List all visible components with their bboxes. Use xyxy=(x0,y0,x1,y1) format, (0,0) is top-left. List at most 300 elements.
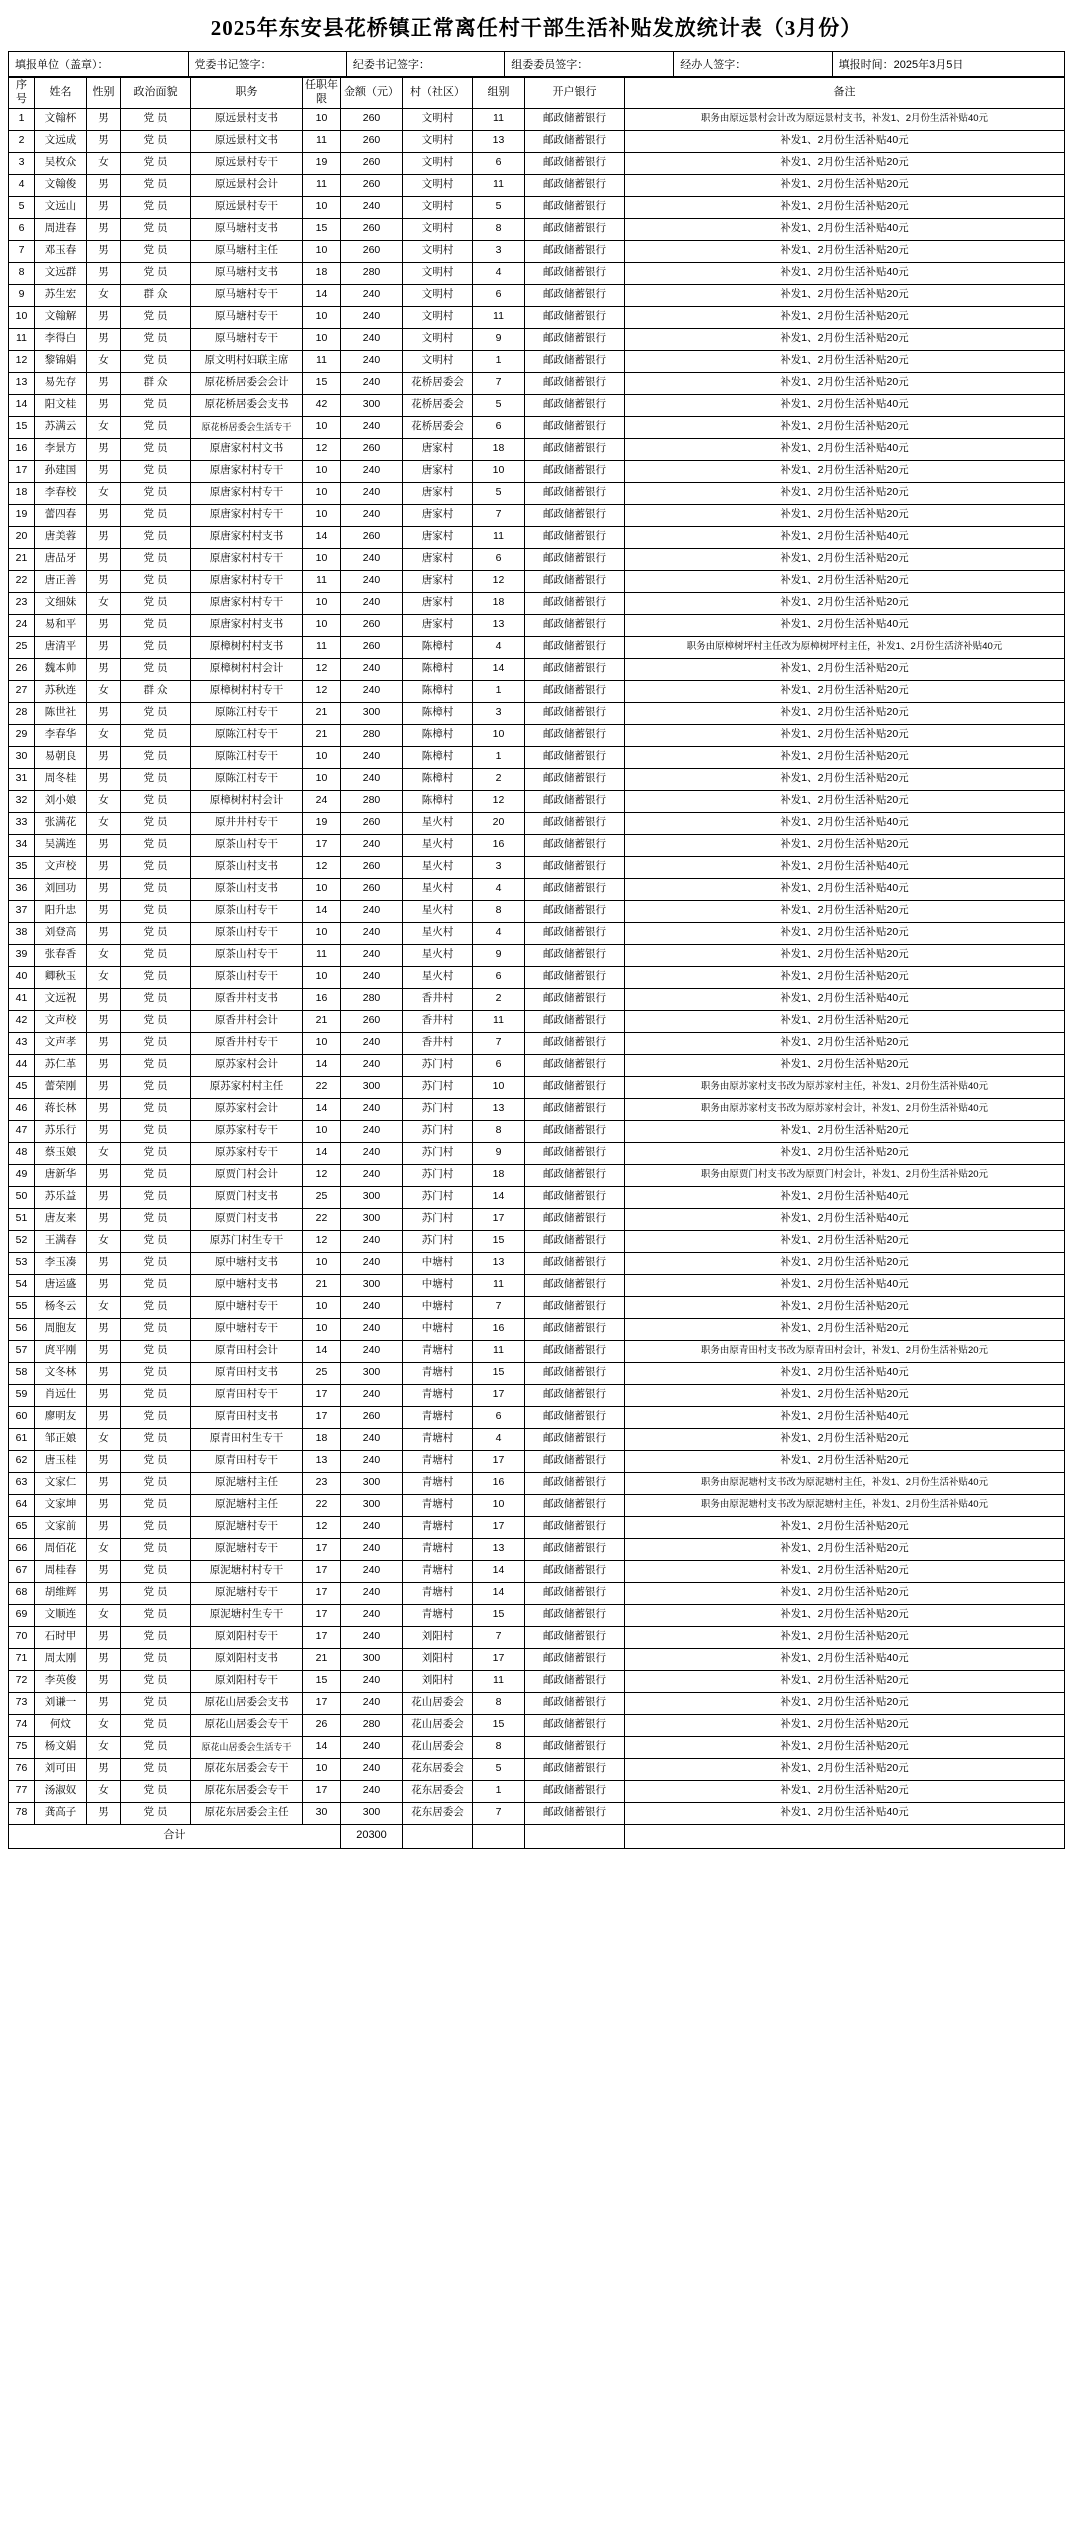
cell-village: 星火村 xyxy=(403,834,473,856)
cell-political-status: 党 员 xyxy=(121,504,191,526)
cell-bank: 邮政储蓄银行 xyxy=(525,1274,625,1296)
cell-years: 21 xyxy=(303,1648,341,1670)
cell-sex: 男 xyxy=(87,1318,121,1340)
page-title: 2025年东安县花桥镇正常离任村干部生活补贴发放统计表（3月份） xyxy=(210,16,863,40)
table-row xyxy=(9,306,1065,328)
cell-bank: 邮政储蓄银行 xyxy=(525,1142,625,1164)
cell-village: 刘阳村 xyxy=(403,1626,473,1648)
cell-seq: 72 xyxy=(9,1670,35,1692)
cell-bank: 邮政储蓄银行 xyxy=(525,1538,625,1560)
cell-group: 13 xyxy=(473,1098,525,1120)
cell-name: 文远山 xyxy=(35,196,87,218)
table-row xyxy=(9,614,1065,636)
cell-seq: 63 xyxy=(9,1472,35,1494)
cell-sex: 男 xyxy=(87,504,121,526)
cell-years: 16 xyxy=(303,988,341,1010)
cell-seq: 7 xyxy=(9,240,35,262)
cell-name: 文远成 xyxy=(35,130,87,152)
meta-cell-party-secretary: 党委书记签字： xyxy=(188,52,346,77)
cell-village: 陈樟村 xyxy=(403,636,473,658)
cell-post: 原唐家村村专干 xyxy=(191,548,303,570)
table-row xyxy=(9,108,1065,130)
cell-village: 青塘村 xyxy=(403,1362,473,1384)
cell-name: 唐友来 xyxy=(35,1208,87,1230)
cell-years: 14 xyxy=(303,1098,341,1120)
cell-seq: 15 xyxy=(9,416,35,438)
column-header-years: 任职年限 xyxy=(303,78,341,109)
cell-bank: 邮政储蓄银行 xyxy=(525,1648,625,1670)
cell-years: 21 xyxy=(303,1010,341,1032)
cell-political-status: 群 众 xyxy=(121,284,191,306)
cell-bank: 邮政储蓄银行 xyxy=(525,416,625,438)
cell-post: 原井井村专干 xyxy=(191,812,303,834)
cell-seq: 9 xyxy=(9,284,35,306)
table-row xyxy=(9,1472,1065,1494)
cell-post: 原青田村生专干 xyxy=(191,1428,303,1450)
cell-group: 18 xyxy=(473,592,525,614)
cell-sex: 男 xyxy=(87,1494,121,1516)
table-row xyxy=(9,504,1065,526)
column-header-name: 姓名 xyxy=(35,78,87,109)
cell-remark: 补发1、2月份生活补贴20元 xyxy=(625,284,1065,306)
cell-name: 唐清平 xyxy=(35,636,87,658)
cell-sex: 男 xyxy=(87,1362,121,1384)
cell-remark: 补发1、2月份生活补贴40元 xyxy=(625,1648,1065,1670)
cell-group: 11 xyxy=(473,1670,525,1692)
cell-remark: 补发1、2月份生活补贴20元 xyxy=(625,1384,1065,1406)
cell-political-status: 党 员 xyxy=(121,1186,191,1208)
cell-sex: 男 xyxy=(87,1032,121,1054)
cell-sex: 男 xyxy=(87,1670,121,1692)
cell-seq: 53 xyxy=(9,1252,35,1274)
cell-sex: 女 xyxy=(87,966,121,988)
cell-seq: 28 xyxy=(9,702,35,724)
cell-seq: 68 xyxy=(9,1582,35,1604)
cell-sex: 男 xyxy=(87,878,121,900)
table-row xyxy=(9,1692,1065,1714)
cell-remark: 补发1、2月份生活补贴20元 xyxy=(625,1692,1065,1714)
cell-political-status: 党 员 xyxy=(121,1340,191,1362)
cell-political-status: 党 员 xyxy=(121,1406,191,1428)
cell-group: 1 xyxy=(473,350,525,372)
total-blank-village xyxy=(403,1824,473,1848)
cell-village: 青塘村 xyxy=(403,1538,473,1560)
cell-village: 刘阳村 xyxy=(403,1670,473,1692)
cell-village: 香井村 xyxy=(403,1032,473,1054)
cell-village: 中塘村 xyxy=(403,1318,473,1340)
cell-years: 12 xyxy=(303,1164,341,1186)
cell-years: 19 xyxy=(303,152,341,174)
cell-post: 原花山居委会专干 xyxy=(191,1714,303,1736)
table-row xyxy=(9,812,1065,834)
table-row xyxy=(9,1186,1065,1208)
cell-years: 11 xyxy=(303,174,341,196)
cell-years: 17 xyxy=(303,1538,341,1560)
cell-political-status: 党 员 xyxy=(121,900,191,922)
cell-group: 2 xyxy=(473,988,525,1010)
cell-sex: 男 xyxy=(87,658,121,680)
cell-amount: 280 xyxy=(341,988,403,1010)
cell-sex: 女 xyxy=(87,1780,121,1802)
cell-amount: 260 xyxy=(341,526,403,548)
cell-sex: 男 xyxy=(87,196,121,218)
cell-village: 文明村 xyxy=(403,262,473,284)
cell-political-status: 党 员 xyxy=(121,1604,191,1626)
cell-amount: 300 xyxy=(341,1648,403,1670)
cell-bank: 邮政储蓄银行 xyxy=(525,922,625,944)
cell-bank: 邮政储蓄银行 xyxy=(525,1450,625,1472)
cell-amount: 240 xyxy=(341,460,403,482)
cell-seq: 19 xyxy=(9,504,35,526)
cell-sex: 女 xyxy=(87,350,121,372)
cell-village: 陈樟村 xyxy=(403,768,473,790)
cell-group: 17 xyxy=(473,1516,525,1538)
cell-seq: 56 xyxy=(9,1318,35,1340)
cell-name: 文家坤 xyxy=(35,1494,87,1516)
cell-amount: 240 xyxy=(341,1164,403,1186)
cell-bank: 邮政储蓄银行 xyxy=(525,482,625,504)
table-row xyxy=(9,372,1065,394)
cell-remark: 补发1、2月份生活补贴20元 xyxy=(625,196,1065,218)
cell-sex: 女 xyxy=(87,592,121,614)
cell-remark: 补发1、2月份生活补贴20元 xyxy=(625,966,1065,988)
cell-post: 原苏家村专干 xyxy=(191,1142,303,1164)
cell-bank: 邮政储蓄银行 xyxy=(525,240,625,262)
cell-political-status: 党 员 xyxy=(121,570,191,592)
cell-village: 花山居委会 xyxy=(403,1736,473,1758)
cell-amount: 240 xyxy=(341,1054,403,1076)
cell-amount: 240 xyxy=(341,1032,403,1054)
cell-years: 17 xyxy=(303,834,341,856)
cell-years: 22 xyxy=(303,1208,341,1230)
cell-name: 何炆 xyxy=(35,1714,87,1736)
cell-political-status: 党 员 xyxy=(121,460,191,482)
cell-amount: 240 xyxy=(341,1384,403,1406)
cell-years: 10 xyxy=(303,416,341,438)
cell-group: 4 xyxy=(473,262,525,284)
cell-remark: 补发1、2月份生活补贴40元 xyxy=(625,614,1065,636)
cell-post: 原苏家村专干 xyxy=(191,1120,303,1142)
total-blank-bank xyxy=(525,1824,625,1848)
cell-seq: 50 xyxy=(9,1186,35,1208)
cell-name: 张春香 xyxy=(35,944,87,966)
cell-remark: 补发1、2月份生活补贴20元 xyxy=(625,1758,1065,1780)
cell-amount: 240 xyxy=(341,504,403,526)
cell-group: 1 xyxy=(473,746,525,768)
table-row xyxy=(9,1010,1065,1032)
cell-seq: 59 xyxy=(9,1384,35,1406)
cell-bank: 邮政储蓄银行 xyxy=(525,218,625,240)
cell-bank: 邮政储蓄银行 xyxy=(525,966,625,988)
cell-amount: 280 xyxy=(341,724,403,746)
cell-seq: 3 xyxy=(9,152,35,174)
cell-amount: 260 xyxy=(341,438,403,460)
cell-years: 10 xyxy=(303,306,341,328)
cell-village: 陈樟村 xyxy=(403,746,473,768)
cell-seq: 46 xyxy=(9,1098,35,1120)
cell-remark: 职务由原苏家村支书改为原苏家村会计，补发1、2月份生活补贴40元 xyxy=(625,1098,1065,1120)
cell-remark: 补发1、2月份生活补贴40元 xyxy=(625,856,1065,878)
table-row xyxy=(9,460,1065,482)
cell-post: 原远景村会计 xyxy=(191,174,303,196)
column-header-village: 村（社区） xyxy=(403,78,473,109)
cell-post: 原远景村专干 xyxy=(191,152,303,174)
table-row xyxy=(9,636,1065,658)
cell-amount: 300 xyxy=(341,1186,403,1208)
cell-amount: 260 xyxy=(341,130,403,152)
cell-years: 42 xyxy=(303,394,341,416)
cell-village: 文明村 xyxy=(403,218,473,240)
cell-political-status: 党 员 xyxy=(121,130,191,152)
cell-name: 杨文娟 xyxy=(35,1736,87,1758)
cell-seq: 76 xyxy=(9,1758,35,1780)
cell-bank: 邮政储蓄银行 xyxy=(525,1164,625,1186)
table-row xyxy=(9,1142,1065,1164)
cell-sex: 男 xyxy=(87,1208,121,1230)
cell-group: 10 xyxy=(473,1076,525,1098)
cell-amount: 240 xyxy=(341,1318,403,1340)
cell-amount: 240 xyxy=(341,658,403,680)
cell-village: 花山居委会 xyxy=(403,1714,473,1736)
cell-post: 原唐家村村专干 xyxy=(191,570,303,592)
cell-amount: 240 xyxy=(341,1626,403,1648)
total-row xyxy=(9,1824,1065,1848)
table-row xyxy=(9,438,1065,460)
cell-remark: 补发1、2月份生活补贴20元 xyxy=(625,460,1065,482)
cell-name: 黎锦娟 xyxy=(35,350,87,372)
cell-seq: 6 xyxy=(9,218,35,240)
cell-sex: 男 xyxy=(87,1076,121,1098)
cell-post: 原贾门村支书 xyxy=(191,1186,303,1208)
cell-bank: 邮政储蓄银行 xyxy=(525,1010,625,1032)
cell-seq: 26 xyxy=(9,658,35,680)
cell-political-status: 党 员 xyxy=(121,438,191,460)
cell-sex: 女 xyxy=(87,284,121,306)
cell-amount: 260 xyxy=(341,108,403,130)
cell-group: 9 xyxy=(473,328,525,350)
cell-group: 3 xyxy=(473,856,525,878)
cell-seq: 23 xyxy=(9,592,35,614)
cell-name: 周佰花 xyxy=(35,1538,87,1560)
cell-remark: 补发1、2月份生活补贴40元 xyxy=(625,130,1065,152)
cell-name: 李景方 xyxy=(35,438,87,460)
cell-post: 原泥塘村主任 xyxy=(191,1494,303,1516)
cell-group: 15 xyxy=(473,1604,525,1626)
cell-sex: 男 xyxy=(87,702,121,724)
cell-group: 6 xyxy=(473,548,525,570)
table-row xyxy=(9,1428,1065,1450)
cell-post: 原樟树村村专干 xyxy=(191,680,303,702)
cell-years: 10 xyxy=(303,1296,341,1318)
total-amount: 20300 xyxy=(341,1824,403,1848)
cell-bank: 邮政储蓄银行 xyxy=(525,1582,625,1604)
cell-seq: 43 xyxy=(9,1032,35,1054)
cell-sex: 男 xyxy=(87,240,121,262)
cell-years: 10 xyxy=(303,1120,341,1142)
cell-remark: 补发1、2月份生活补贴20元 xyxy=(625,1450,1065,1472)
cell-group: 4 xyxy=(473,636,525,658)
cell-amount: 300 xyxy=(341,394,403,416)
cell-sex: 女 xyxy=(87,724,121,746)
cell-remark: 补发1、2月份生活补贴20元 xyxy=(625,570,1065,592)
cell-post: 原马塘村支书 xyxy=(191,218,303,240)
cell-amount: 300 xyxy=(341,1802,403,1824)
cell-amount: 240 xyxy=(341,900,403,922)
cell-bank: 邮政储蓄银行 xyxy=(525,196,625,218)
cell-village: 中塘村 xyxy=(403,1252,473,1274)
cell-remark: 补发1、2月份生活补贴20元 xyxy=(625,1670,1065,1692)
cell-post: 原陈江村专干 xyxy=(191,724,303,746)
cell-seq: 39 xyxy=(9,944,35,966)
cell-amount: 240 xyxy=(341,1340,403,1362)
cell-group: 6 xyxy=(473,152,525,174)
cell-amount: 240 xyxy=(341,1538,403,1560)
cell-amount: 240 xyxy=(341,1142,403,1164)
cell-name: 易朝良 xyxy=(35,746,87,768)
cell-remark: 补发1、2月份生活补贴40元 xyxy=(625,878,1065,900)
cell-post: 原茶山村专干 xyxy=(191,944,303,966)
cell-amount: 240 xyxy=(341,372,403,394)
cell-seq: 42 xyxy=(9,1010,35,1032)
table-row xyxy=(9,900,1065,922)
cell-name: 唐美蓉 xyxy=(35,526,87,548)
cell-sex: 男 xyxy=(87,1186,121,1208)
cell-bank: 邮政储蓄银行 xyxy=(525,614,625,636)
cell-village: 陈樟村 xyxy=(403,724,473,746)
cell-group: 3 xyxy=(473,702,525,724)
cell-name: 刘小娘 xyxy=(35,790,87,812)
cell-name: 唐新华 xyxy=(35,1164,87,1186)
cell-political-status: 党 员 xyxy=(121,1274,191,1296)
cell-seq: 30 xyxy=(9,746,35,768)
cell-political-status: 党 员 xyxy=(121,1208,191,1230)
cell-post: 原刘阳村专干 xyxy=(191,1626,303,1648)
cell-political-status: 党 员 xyxy=(121,856,191,878)
cell-sex: 男 xyxy=(87,856,121,878)
cell-seq: 71 xyxy=(9,1648,35,1670)
cell-amount: 240 xyxy=(341,1736,403,1758)
cell-political-status: 党 员 xyxy=(121,1582,191,1604)
cell-name: 文翰解 xyxy=(35,306,87,328)
cell-post: 原青田村专干 xyxy=(191,1384,303,1406)
cell-years: 18 xyxy=(303,1428,341,1450)
cell-seq: 54 xyxy=(9,1274,35,1296)
cell-years: 13 xyxy=(303,1450,341,1472)
cell-name: 刘谦一 xyxy=(35,1692,87,1714)
cell-remark: 补发1、2月份生活补贴20元 xyxy=(625,702,1065,724)
cell-village: 花东居委会 xyxy=(403,1802,473,1824)
cell-village: 唐家村 xyxy=(403,570,473,592)
cell-remark: 补发1、2月份生活补贴40元 xyxy=(625,526,1065,548)
cell-group: 15 xyxy=(473,1714,525,1736)
cell-village: 青塘村 xyxy=(403,1340,473,1362)
cell-group: 1 xyxy=(473,680,525,702)
cell-village: 星火村 xyxy=(403,922,473,944)
cell-name: 唐正善 xyxy=(35,570,87,592)
cell-remark: 补发1、2月份生活补贴40元 xyxy=(625,1208,1065,1230)
cell-political-status: 党 员 xyxy=(121,1648,191,1670)
cell-village: 香井村 xyxy=(403,988,473,1010)
cell-group: 11 xyxy=(473,174,525,196)
cell-bank: 邮政储蓄银行 xyxy=(525,350,625,372)
cell-political-status: 党 员 xyxy=(121,988,191,1010)
table-row xyxy=(9,1802,1065,1824)
cell-years: 12 xyxy=(303,438,341,460)
cell-years: 11 xyxy=(303,350,341,372)
subsidy-table xyxy=(8,77,1065,1849)
cell-post: 原远景村专干 xyxy=(191,196,303,218)
table-row xyxy=(9,592,1065,614)
table-row xyxy=(9,1736,1065,1758)
cell-post: 原文明村妇联主席 xyxy=(191,350,303,372)
cell-group: 17 xyxy=(473,1384,525,1406)
cell-amount: 300 xyxy=(341,1362,403,1384)
cell-post: 原青田村专干 xyxy=(191,1450,303,1472)
cell-seq: 37 xyxy=(9,900,35,922)
cell-group: 8 xyxy=(473,1736,525,1758)
cell-sex: 男 xyxy=(87,1010,121,1032)
cell-bank: 邮政储蓄银行 xyxy=(525,394,625,416)
cell-years: 10 xyxy=(303,1032,341,1054)
cell-seq: 12 xyxy=(9,350,35,372)
cell-post: 原陈江村专干 xyxy=(191,746,303,768)
cell-remark: 补发1、2月份生活补贴20元 xyxy=(625,1780,1065,1802)
cell-remark: 补发1、2月份生活补贴20元 xyxy=(625,1516,1065,1538)
cell-years: 12 xyxy=(303,1516,341,1538)
cell-bank: 邮政储蓄银行 xyxy=(525,1714,625,1736)
cell-amount: 240 xyxy=(341,328,403,350)
cell-group: 6 xyxy=(473,284,525,306)
cell-village: 星火村 xyxy=(403,812,473,834)
cell-post: 原中塘村专干 xyxy=(191,1296,303,1318)
cell-bank: 邮政储蓄银行 xyxy=(525,1626,625,1648)
cell-village: 香井村 xyxy=(403,1010,473,1032)
cell-village: 中塘村 xyxy=(403,1274,473,1296)
cell-post: 原花桥居委会支书 xyxy=(191,394,303,416)
cell-name: 唐运盛 xyxy=(35,1274,87,1296)
cell-group: 18 xyxy=(473,1164,525,1186)
table-row xyxy=(9,416,1065,438)
cell-political-status: 党 员 xyxy=(121,1714,191,1736)
cell-years: 10 xyxy=(303,240,341,262)
table-row xyxy=(9,1516,1065,1538)
meta-cell-handler: 经办人签字： xyxy=(674,52,832,77)
cell-village: 唐家村 xyxy=(403,614,473,636)
cell-bank: 邮政储蓄银行 xyxy=(525,1362,625,1384)
cell-village: 陈樟村 xyxy=(403,790,473,812)
table-row xyxy=(9,1626,1065,1648)
cell-amount: 240 xyxy=(341,548,403,570)
cell-years: 12 xyxy=(303,856,341,878)
cell-sex: 男 xyxy=(87,526,121,548)
cell-political-status: 党 员 xyxy=(121,614,191,636)
cell-post: 原唐家村村专干 xyxy=(191,482,303,504)
cell-village: 青塘村 xyxy=(403,1516,473,1538)
cell-village: 青塘村 xyxy=(403,1406,473,1428)
cell-group: 5 xyxy=(473,1758,525,1780)
meta-signature-table xyxy=(8,51,1065,77)
cell-political-status: 党 员 xyxy=(121,394,191,416)
cell-remark: 补发1、2月份生活补贴20元 xyxy=(625,548,1065,570)
table-row xyxy=(9,1120,1065,1142)
cell-political-status: 党 员 xyxy=(121,328,191,350)
cell-amount: 240 xyxy=(341,966,403,988)
cell-name: 唐玉桂 xyxy=(35,1450,87,1472)
cell-name: 邓玉春 xyxy=(35,240,87,262)
cell-amount: 240 xyxy=(341,570,403,592)
cell-political-status: 党 员 xyxy=(121,1780,191,1802)
cell-seq: 49 xyxy=(9,1164,35,1186)
